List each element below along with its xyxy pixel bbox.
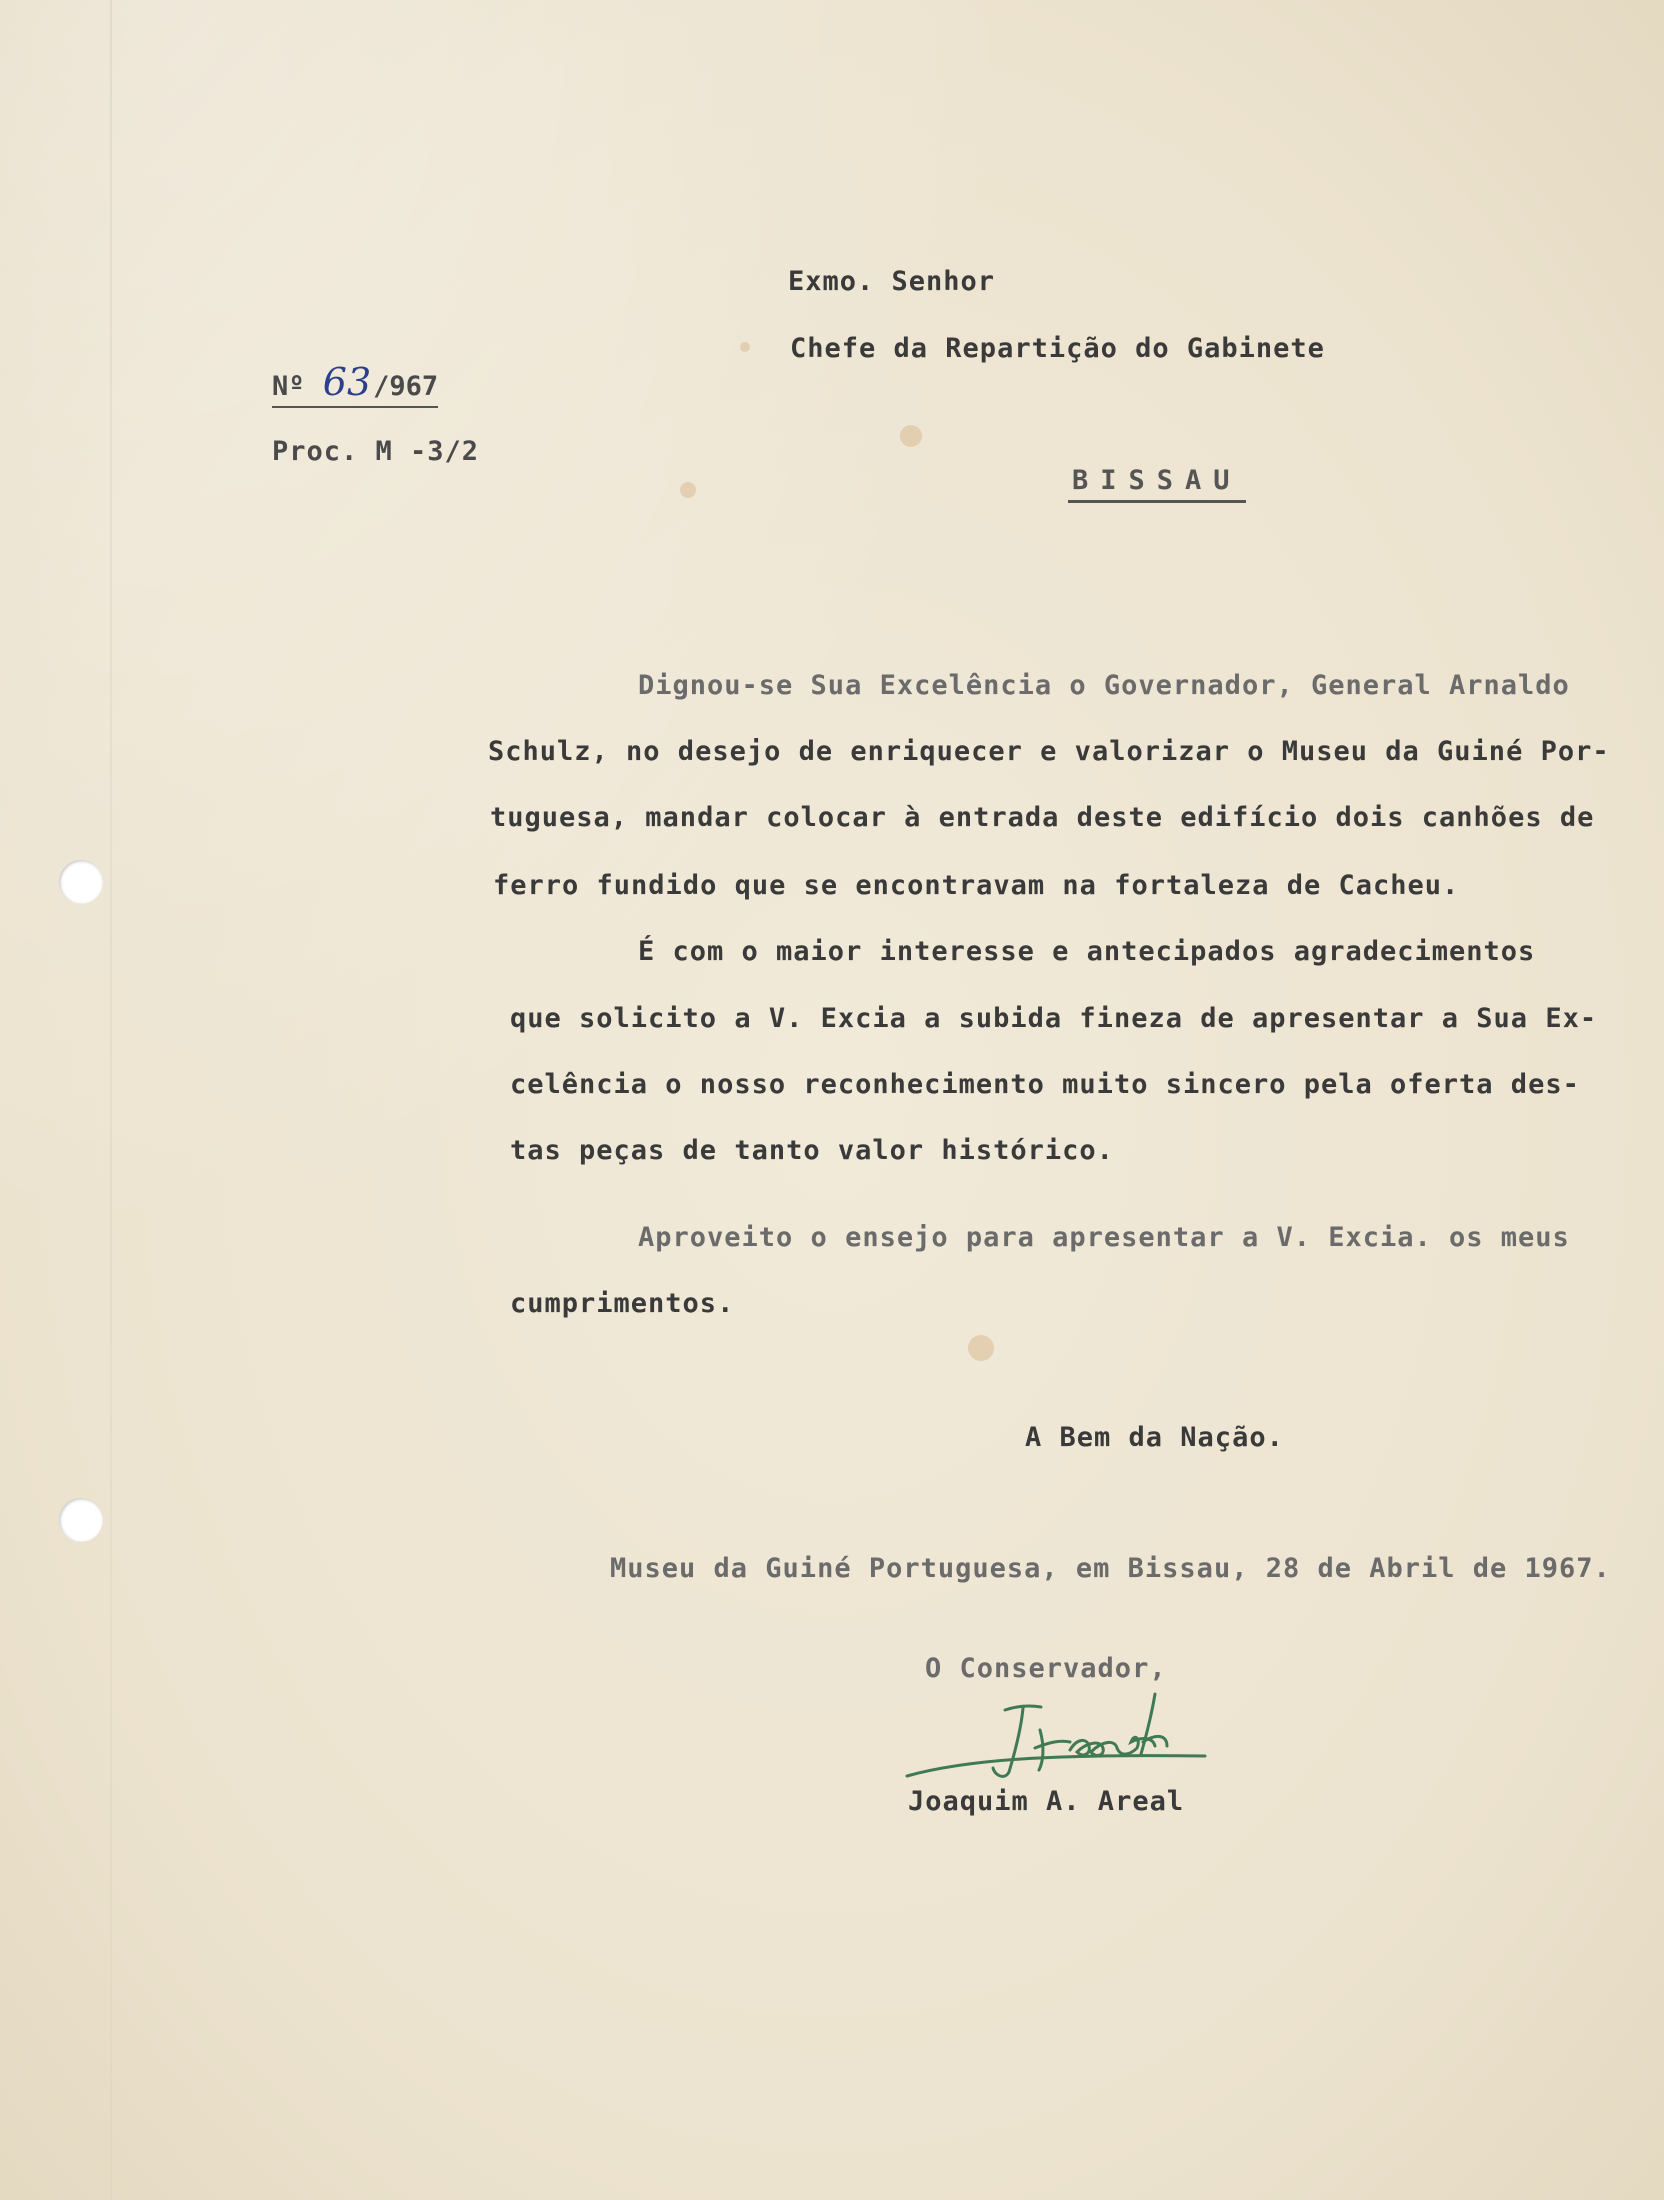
closing-motto: A Bem da Nação. [1025, 1422, 1284, 1453]
body-line: ferro fundido que se encontravam na fortaleza de Cacheu. [493, 870, 1460, 901]
body-line: celência o nosso reconhecimento muito sincero pela oferta des- [510, 1069, 1580, 1100]
body-line: tas peças de tanto valor histórico. [510, 1135, 1114, 1166]
paper-stain [968, 1335, 994, 1361]
body-line: que solicito a V. Excia a subida fineza de apresentar a Sua Ex- [510, 1003, 1598, 1034]
recipient-title: Chefe da Repartição do Gabinete [790, 333, 1325, 364]
body-line: É com o maior interesse e antecipados agradecimentos [638, 936, 1536, 967]
place-and-date: Museu da Guiné Portuguesa, em Bissau, 28 de Abril de 1967. [610, 1553, 1611, 1584]
body-line: cumprimentos. [510, 1288, 735, 1319]
reference-prefix: Nº [272, 371, 305, 402]
reference-number [272, 360, 438, 408]
paper-stain [740, 342, 750, 352]
signatory-role: O Conservador, [925, 1653, 1167, 1684]
handwritten-signature [905, 1690, 1215, 1800]
body-line: Schulz, no desejo de enriquecer e valorizar o Museu da Guiné Por- [488, 736, 1610, 767]
signatory-name: Joaquim A. Areal [908, 1786, 1185, 1817]
paper-stain [680, 482, 696, 498]
reference-year: /967 [373, 371, 439, 402]
punch-hole-bottom [59, 1498, 103, 1542]
recipient-city: BISSAU [1068, 465, 1246, 503]
body-line: Aproveito o ensejo para apresentar a V. Excia. os meus [638, 1222, 1570, 1253]
paper-fold-line [110, 0, 112, 2200]
process-reference: Proc. M -3/2 [272, 436, 480, 467]
body-line: Dignou-se Sua Excelência o Governador, General Arnaldo [638, 670, 1570, 701]
punch-hole-top [59, 860, 103, 904]
reference-handwritten-number: 63 [322, 360, 372, 404]
recipient-salutation: Exmo. Senhor [788, 266, 996, 297]
body-line: tuguesa, mandar colocar à entrada deste edifício dois canhões de [490, 802, 1595, 833]
paper-stain [900, 425, 922, 447]
